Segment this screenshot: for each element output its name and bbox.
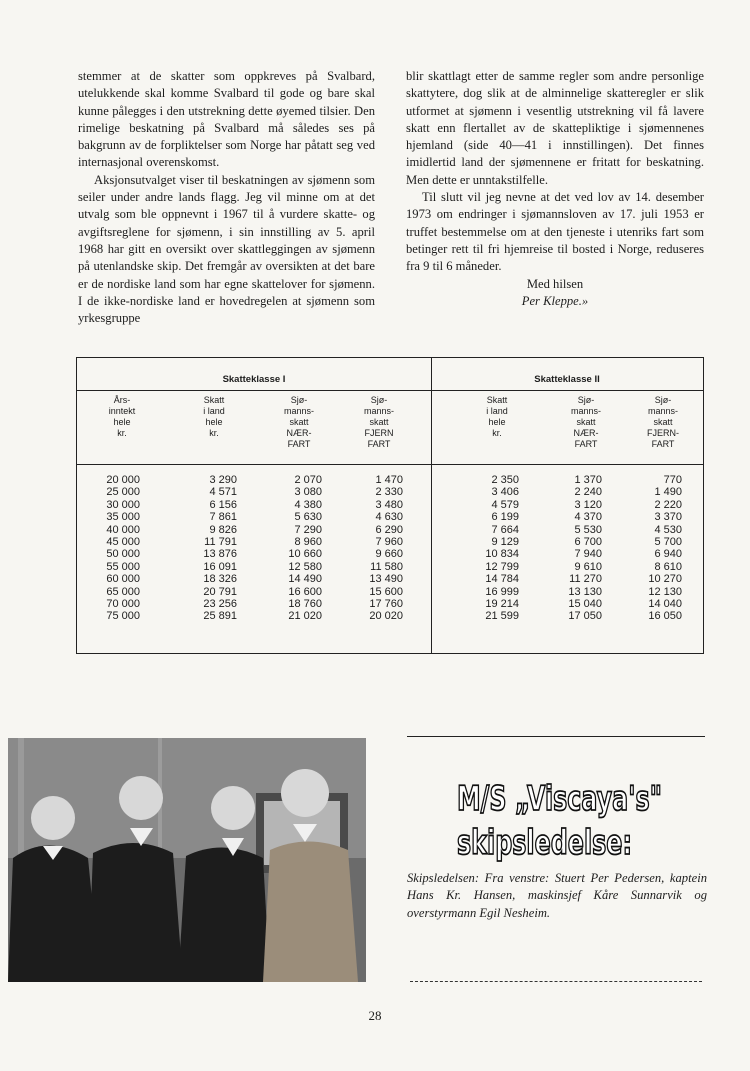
- table-cell: 18 760: [288, 598, 322, 610]
- table-cell: 60 000: [106, 573, 140, 586]
- table-cell: 18 326: [203, 573, 237, 586]
- table-cell: 13 130: [568, 585, 602, 598]
- table-cell: 20 020: [369, 610, 403, 623]
- table-cell: 23 256: [203, 598, 237, 610]
- table-cell: 7 940: [574, 548, 602, 561]
- table-cell: 4 571: [209, 486, 237, 499]
- table-cell: 3 290: [209, 474, 237, 486]
- table-cell: 12 130: [648, 585, 682, 598]
- table-cell: 30 000: [106, 498, 140, 511]
- table-cell: 16 050: [648, 610, 682, 623]
- tax-table: [76, 357, 704, 654]
- table-cell: 4 530: [654, 523, 682, 536]
- table-cell: 15 040: [568, 598, 602, 610]
- table-cell: 45 000: [106, 536, 140, 548]
- table-cell: 7 861: [209, 511, 237, 524]
- paragraph: Aksjonsutvalget viser til beskatningen av sjømenn som seiler under andre lands flagg. Jeg vil minne om at det utvalg som ble oppnevnt i 1967 til å vurdere skatte- og avgiftsreglene for sjømenn, i sin innstilling av 5. april 1968 har gitt en oversikt over skattleggingen av sjømenn på utenlandske skip. Det fremgår av oversikten at det bare er de nordiske land som har egne skattelover for sjømenn. I de ikke-nordiske land er hovedregelen at sjømenn som yrkesgruppe: [78, 172, 375, 326]
- page-number: 28: [368, 1008, 382, 1023]
- table-cell: 75 000: [106, 610, 140, 623]
- table-cell: 50 000: [106, 548, 140, 561]
- table-cell: 40 000: [106, 523, 140, 536]
- table-cell: 2 220: [654, 498, 682, 511]
- table-cell: 2 070: [294, 474, 322, 486]
- table-divider: [431, 358, 432, 653]
- table-cell: 16 600: [288, 585, 322, 598]
- table-cell: 7 960: [375, 536, 403, 548]
- table-cell: 14 040: [648, 598, 682, 610]
- table-cell: 10 834: [485, 548, 519, 561]
- table-cell: 9 610: [574, 560, 602, 573]
- table-cell: 10 270: [648, 573, 682, 586]
- table-cell: 6 290: [375, 523, 403, 536]
- table-cell: 20 791: [203, 585, 237, 598]
- ship-name-logo: [455, 770, 675, 863]
- column-header: Sjø- manns- skatt NÆR- FART: [283, 395, 314, 449]
- crew-photo: [8, 738, 366, 982]
- table-group-heading: Skatteklasse II: [534, 374, 600, 385]
- table-cell: 3 080: [294, 486, 322, 499]
- table-cell: 21 020: [288, 610, 322, 623]
- signature: Per Kleppe.»: [521, 293, 589, 308]
- table-cell: 6 940: [654, 548, 682, 561]
- paragraph: stemmer at de skatter som oppkreves på Svalbard, utelukkende skal komme Svalbard til gode og bare skal kunne pålegges i den utstrekning dette øyemed tilsier. Den rimelige beskatning på Svalbard må således ses på bakgrunn av de forpliktelser som Norge har påtatt seg ved internasjonal overenskomst.: [78, 69, 375, 170]
- table-cell: 10 660: [288, 548, 322, 561]
- table-cell: 9 660: [375, 548, 403, 561]
- table-cell: 1 470: [375, 474, 403, 486]
- column-header: Skatt i land hele kr.: [203, 395, 225, 438]
- svg-text:M/S „Viscaya's": M/S „Viscaya's": [457, 779, 662, 819]
- table-cell: 3 370: [654, 511, 682, 524]
- table-cell: 6 156: [209, 498, 237, 511]
- svg-text:skipsledelse:: skipsledelse:: [457, 823, 632, 863]
- column-header: Års- inntekt hele kr.: [108, 395, 136, 438]
- table-cell: 11 270: [569, 573, 602, 586]
- table-cell: 6 700: [574, 536, 602, 548]
- table-cell: 2 330: [375, 486, 403, 499]
- table-cell: 17 050: [568, 610, 602, 623]
- table-cell: 25 891: [203, 610, 237, 623]
- photo-caption: Skipsledelsen: Fra venstre: Stuert Per Pedersen, kaptein Hans Kr. Hansen, maskinsjef Kåre Sunnarvik og overstyrmann Egil Nesheim.: [407, 871, 707, 920]
- table-cell: 12 580: [288, 560, 322, 573]
- table-cell: 16 091: [203, 560, 237, 573]
- table-cell: 2 350: [491, 474, 519, 486]
- table-cell: 14 490: [288, 573, 322, 586]
- paragraph: Til slutt vil jeg nevne at det ved lov av 14. desember 1973 om endringer i sjømannsloven av 17. juli 1953 er truffet bestemmelse om at den tjeneste i utenriks fart som betinger rett til fri hjemreise til bosted i Norge, reduseres fra 9 til 6 måneder.: [406, 190, 704, 274]
- table-rule: [77, 464, 703, 465]
- table-cell: 9 129: [491, 536, 519, 548]
- table-cell: 20 000: [106, 474, 140, 486]
- table-cell: 8 960: [294, 536, 322, 548]
- table-cell: 4 370: [574, 511, 602, 524]
- table-cell: 5 630: [294, 511, 322, 524]
- column-header: Skatt i land hele kr.: [486, 395, 508, 438]
- divider: [410, 981, 702, 982]
- table-cell: 16 999: [485, 585, 519, 598]
- table-cell: 8 610: [654, 560, 682, 573]
- article-left-column: [78, 68, 375, 327]
- article-right-column: [406, 68, 704, 310]
- table-cell: 1 370: [574, 474, 602, 486]
- table-cell: 65 000: [106, 585, 140, 598]
- table-cell: 70 000: [106, 598, 140, 610]
- table-cell: 21 599: [485, 610, 519, 623]
- table-cell: 3 120: [574, 498, 602, 511]
- column-header: Sjø- manns- skatt NÆR- FART: [570, 395, 601, 449]
- table-cell: 7 664: [491, 523, 519, 536]
- table-cell: 11 791: [204, 536, 237, 548]
- table-cell: 17 760: [369, 598, 403, 610]
- table-cell: 14 784: [485, 573, 519, 586]
- table-cell: 12 799: [485, 560, 519, 573]
- divider: [407, 736, 705, 737]
- table-cell: 4 579: [491, 498, 519, 511]
- closing: Med hilsen: [526, 276, 584, 291]
- table-cell: 19 214: [485, 598, 519, 610]
- table-cell: 13 490: [369, 573, 403, 586]
- table-cell: 9 826: [209, 523, 237, 536]
- table-cell: 15 600: [369, 585, 403, 598]
- table-cell: 13 876: [203, 548, 237, 561]
- column-header: Sjø- manns- skatt FJERN- FART: [647, 395, 679, 449]
- table-cell: 1 490: [654, 486, 682, 499]
- table-cell: 11 580: [370, 560, 403, 573]
- table-cell: 4 380: [294, 498, 322, 511]
- table-cell: 6 199: [491, 511, 519, 524]
- table-cell: 5 530: [574, 523, 602, 536]
- table-cell: 5 700: [654, 536, 682, 548]
- table-cell: 3 480: [375, 498, 403, 511]
- table-cell: 770: [663, 474, 682, 486]
- paragraph: blir skattlagt etter de samme regler som andre personlige skattytere, dog slik at de alminnelige skatteregler er slik utformet at sjømenn i vesentlig utstrekning vil få lavere skatt enn flertallet av de skattepliktige i sjømennenes hjemland (side 40—41 i innstillingen). Det finnes imidlertid land der sjømennene er fritatt for beskatning. Men dette er unntakstilfelle.: [406, 69, 704, 187]
- table-group-heading: Skatteklasse I: [222, 374, 286, 385]
- table-cell: 25 000: [106, 486, 140, 499]
- table-cell: 55 000: [106, 560, 140, 573]
- column-header: Sjø- manns- skatt FJERN FART: [363, 395, 394, 449]
- table-rule: [77, 390, 703, 391]
- table-cell: 3 406: [491, 486, 519, 499]
- table-cell: 4 630: [375, 511, 403, 524]
- table-cell: 2 240: [574, 486, 602, 499]
- table-cell: 7 290: [294, 523, 322, 536]
- table-cell: 35 000: [106, 511, 140, 524]
